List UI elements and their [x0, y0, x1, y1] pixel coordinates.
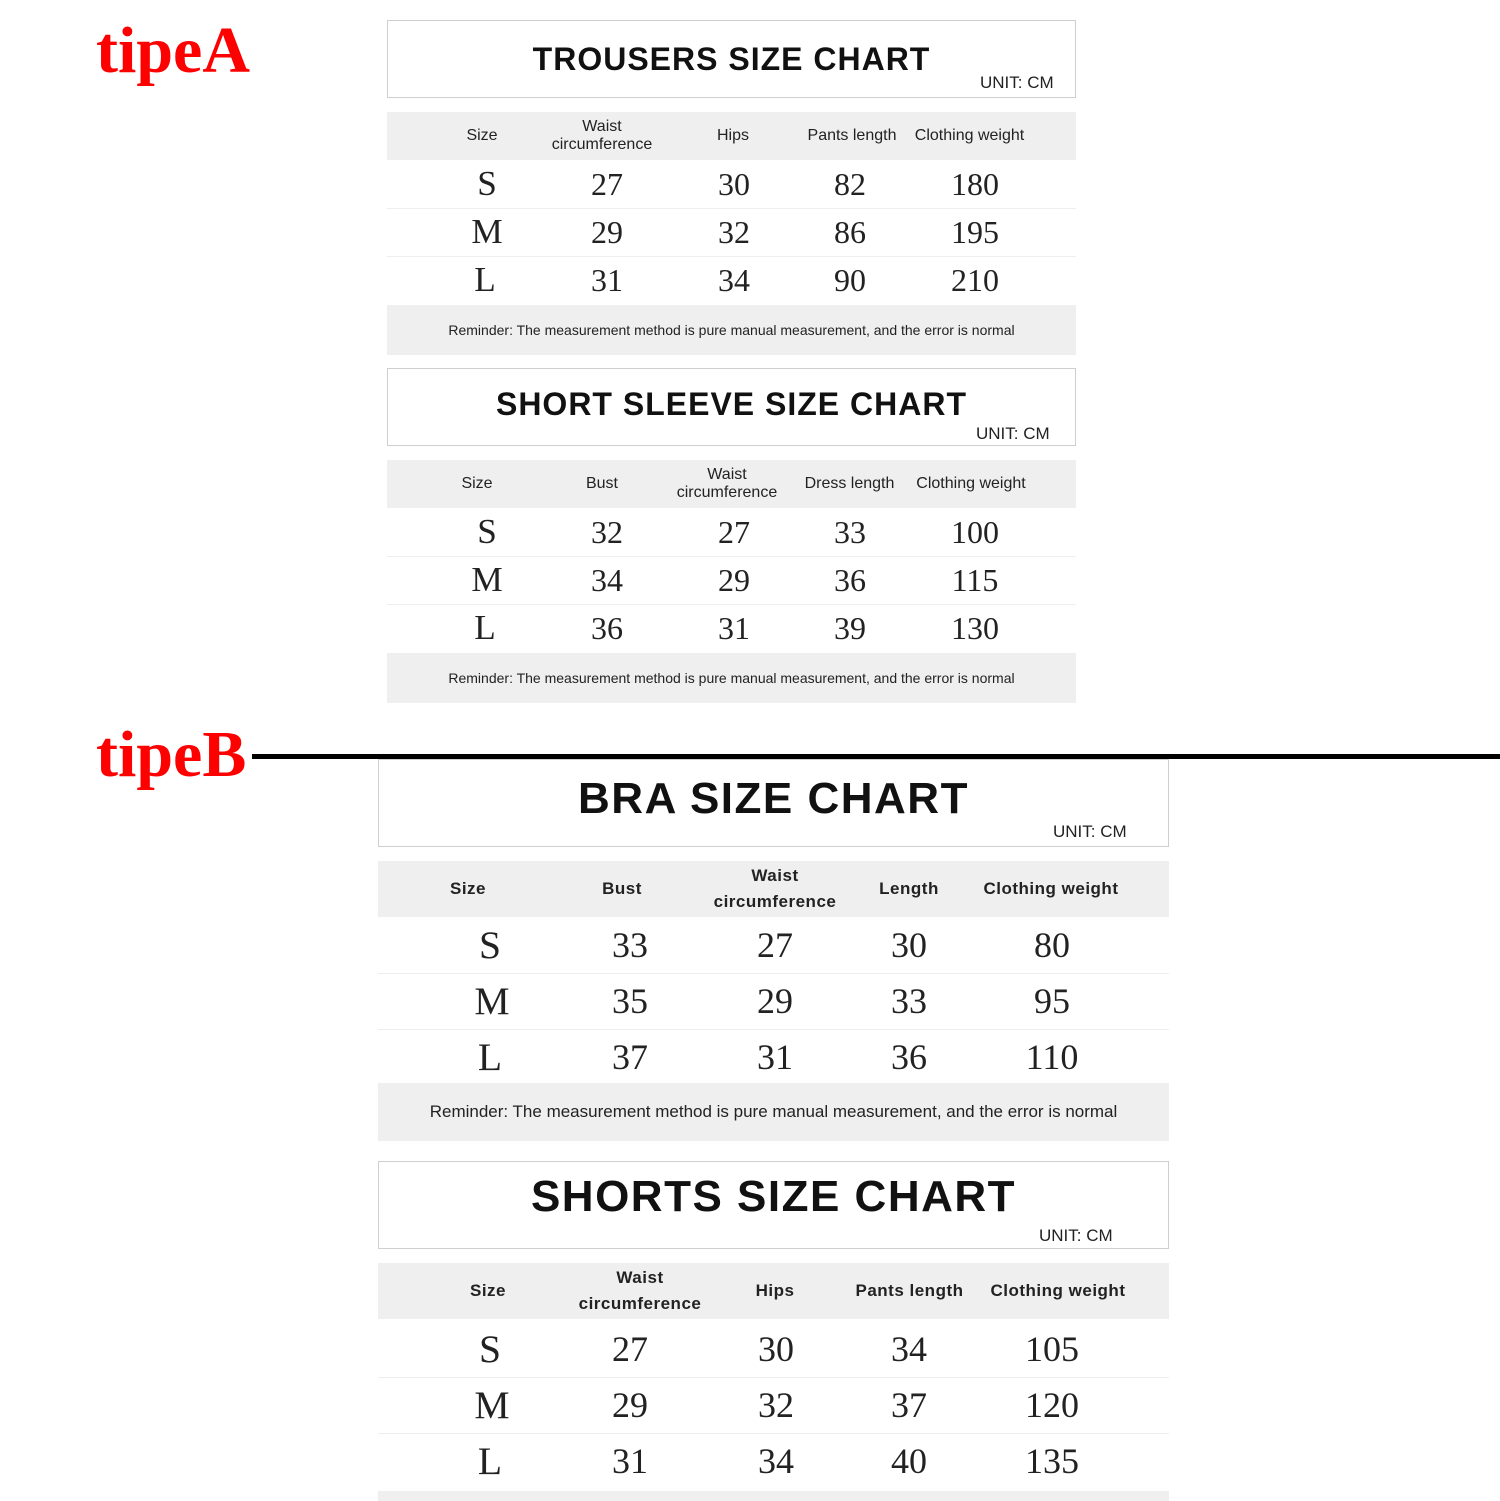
value-cell: 82 [834, 165, 866, 202]
value-cell: 29 [718, 561, 750, 598]
chart-title: BRA SIZE CHART [578, 774, 969, 823]
size-cell: L [477, 1439, 503, 1483]
value-cell: 33 [834, 513, 866, 550]
size-cell: S [477, 512, 497, 551]
value-cell: 86 [834, 213, 866, 250]
chart-title: TROUSERS SIZE CHART [532, 41, 931, 77]
header-cell: Length [879, 879, 939, 899]
header-cell: Pants length [855, 1281, 964, 1301]
value-cell: 33 [891, 981, 927, 1021]
header-cell: Clothing weight [990, 1281, 1126, 1301]
chart-title-box [387, 20, 1076, 98]
reminder-note: Reminder: The measurement method is pure manual measurement, and the error is normal [378, 1083, 1169, 1141]
header-cell: Size [466, 126, 498, 144]
chart-title-box [387, 368, 1076, 446]
table-row [387, 556, 1076, 605]
header-cell: Bust [585, 474, 618, 492]
value-cell: 34 [718, 261, 750, 298]
size-cell: S [478, 1327, 501, 1371]
header-cell: Waist circumference [551, 117, 653, 153]
table-row [378, 973, 1169, 1030]
table-row [387, 256, 1076, 304]
tipe-a-label: tipeA [96, 14, 250, 87]
header-cell: Dress length [804, 474, 895, 492]
value-cell: 27 [591, 165, 623, 202]
value-cell: 34 [591, 561, 623, 598]
value-cell: 34 [891, 1329, 927, 1369]
table-header [378, 1263, 1169, 1319]
table-row [378, 1321, 1169, 1378]
size-cell: M [471, 212, 503, 251]
size-cell: M [471, 560, 503, 599]
value-cell: 37 [891, 1385, 927, 1425]
value-cell: 30 [891, 925, 927, 965]
size-cell: M [474, 979, 510, 1023]
size-cell: L [474, 260, 496, 299]
chart-title-box [378, 759, 1169, 847]
value-cell: 210 [951, 261, 999, 298]
value-cell: 40 [891, 1441, 927, 1481]
table-row [378, 1377, 1169, 1434]
table-header [378, 861, 1169, 917]
header-cell: Clothing weight [916, 474, 1026, 492]
value-cell: 195 [951, 213, 999, 250]
table-row [387, 160, 1076, 209]
table-row [378, 1029, 1169, 1085]
size-cell: S [478, 923, 501, 967]
value-cell: 31 [718, 609, 750, 646]
table-row [378, 1433, 1169, 1489]
value-cell: 32 [758, 1385, 794, 1425]
value-cell: 31 [612, 1441, 648, 1481]
header-cell: Clothing weight [983, 879, 1119, 899]
chart-title-box [378, 1161, 1169, 1249]
value-cell: 32 [718, 213, 750, 250]
value-cell: 27 [718, 513, 750, 550]
header-cell: Pants length [807, 126, 897, 144]
value-cell: 30 [718, 165, 750, 202]
value-cell: 105 [1025, 1329, 1079, 1369]
header-cell: Size [469, 1281, 507, 1301]
unit-label: UNIT: CM [1053, 822, 1127, 841]
table-row [387, 508, 1076, 557]
unit-label: UNIT: CM [1039, 1226, 1113, 1245]
tipe-b-label: tipeB [96, 718, 247, 791]
value-cell: 100 [951, 513, 999, 550]
value-cell: 115 [951, 561, 999, 598]
value-cell: 90 [834, 261, 866, 298]
value-cell: 120 [1025, 1385, 1079, 1425]
value-cell: 34 [758, 1441, 794, 1481]
value-cell: 130 [951, 609, 999, 646]
table-header [387, 112, 1076, 160]
value-cell: 36 [891, 1037, 927, 1077]
unit-label: UNIT: CM [976, 424, 1050, 443]
value-cell: 27 [757, 925, 793, 965]
value-cell: 80 [1034, 925, 1070, 965]
header-cell: Waist circumference [578, 1267, 702, 1313]
size-cell: L [477, 1035, 503, 1079]
value-cell: 31 [757, 1037, 793, 1077]
table-header [387, 460, 1076, 508]
table-row [378, 917, 1169, 974]
header-cell: Waist circumference [713, 865, 837, 911]
value-cell: 37 [612, 1037, 648, 1077]
header-cell: Hips [716, 126, 749, 144]
size-cell: S [477, 164, 497, 203]
size-cell: M [474, 1383, 510, 1427]
value-cell: 29 [757, 981, 793, 1021]
value-cell: 110 [1025, 1037, 1079, 1077]
unit-label: UNIT: CM [980, 73, 1054, 92]
value-cell: 32 [591, 513, 623, 550]
header-cell: Bust [602, 879, 642, 899]
chart-title: SHORT SLEEVE SIZE CHART [495, 386, 968, 422]
header-cell: Size [449, 879, 487, 899]
header-cell: Clothing weight [914, 126, 1025, 144]
value-cell: 30 [758, 1329, 794, 1369]
header-cell: Waist circumference [676, 465, 778, 501]
chart-title: SHORTS SIZE CHART [530, 1172, 1017, 1221]
value-cell: 29 [612, 1385, 648, 1425]
value-cell: 36 [591, 609, 623, 646]
value-cell: 180 [951, 165, 999, 202]
value-cell: 27 [612, 1329, 648, 1369]
value-cell: 29 [591, 213, 623, 250]
value-cell: 36 [834, 561, 866, 598]
size-cell: L [474, 608, 496, 647]
value-cell: 135 [1025, 1441, 1079, 1481]
value-cell: 95 [1034, 981, 1070, 1021]
value-cell: 33 [612, 925, 648, 965]
header-cell: Size [461, 474, 493, 492]
value-cell: 39 [834, 609, 866, 646]
table-row [387, 604, 1076, 652]
header-cell: Hips [755, 1281, 795, 1301]
reminder-note: Reminder: The measurement method is pure manual measurement, and the error is normal [387, 653, 1076, 703]
reminder-note: Reminder: The measurement method is pure manual measurement, and the error is normal [387, 305, 1076, 355]
table-row [387, 208, 1076, 257]
value-cell: 31 [591, 261, 623, 298]
value-cell: 35 [612, 981, 648, 1021]
